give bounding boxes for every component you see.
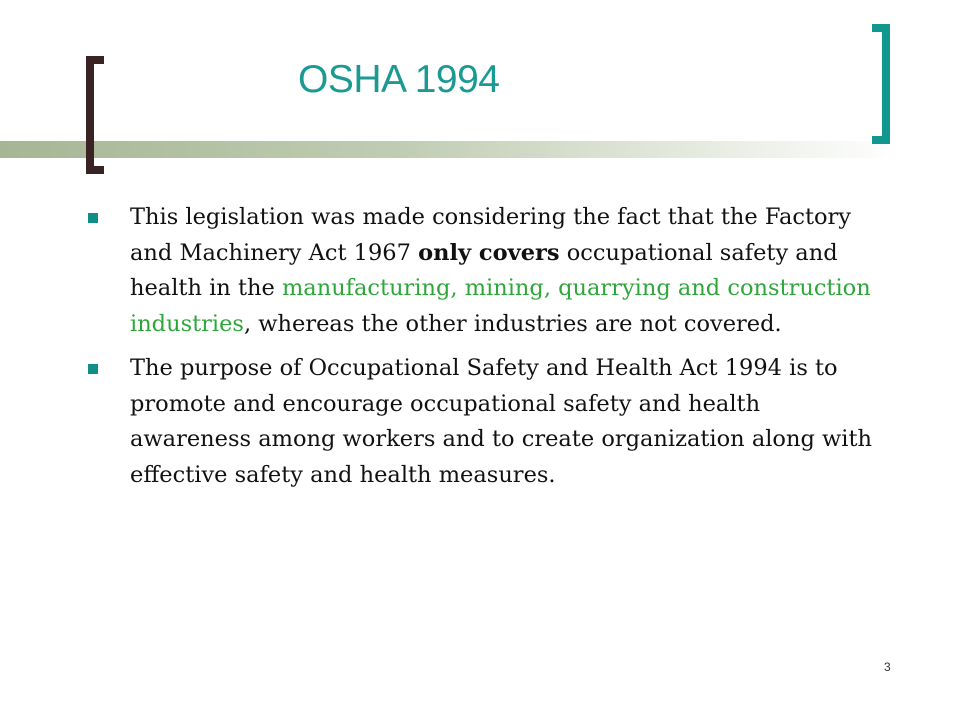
- bullet-text: This legislation was made considering the fact that the Factory and Machinery Act 1967: [130, 204, 852, 266]
- square-bullet-icon: [88, 364, 98, 374]
- bullet-item: [88, 351, 878, 493]
- square-bullet-icon: [88, 213, 98, 223]
- bullet-text: , whereas the other industries are not covered.: [243, 310, 782, 337]
- page-number: 3: [884, 660, 891, 674]
- bullet-text-bold: only covers: [418, 239, 560, 266]
- slide-title: OSHA 1994: [298, 58, 500, 101]
- bullet-list: [88, 200, 878, 502]
- right-bracket-decoration: [872, 24, 890, 144]
- bullet-text: The purpose of Occupational Safety and Health Act 1994 is to promote and encourage occupational safety and health awareness among workers and to create organization along with effective safety and health measures.: [130, 355, 873, 488]
- decorative-band: [0, 141, 900, 158]
- left-bracket-decoration: [86, 56, 104, 174]
- bullet-item: [88, 200, 878, 342]
- bullet-text-highlight: manufacturing, mining, quarrying and construction industries: [130, 275, 871, 337]
- bullet-text: occupational safety and health in the: [130, 239, 838, 301]
